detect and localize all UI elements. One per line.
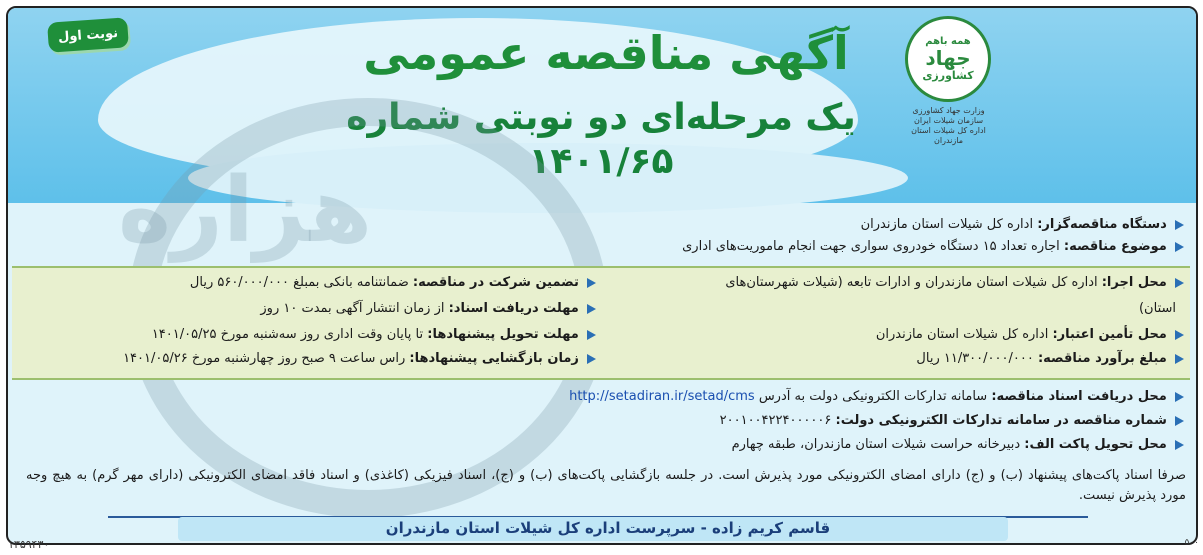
page-subtitle: یک مرحله‌ای دو نوبتی شماره ۱۴۰۱/۶۵ xyxy=(346,97,856,182)
info-label: موضوع مناقصه: xyxy=(1063,239,1167,254)
info-value: ۱۱/۳۰۰/۰۰۰/۰۰۰ ریال xyxy=(916,351,1034,366)
header-band xyxy=(8,8,1196,203)
info-value: اجاره تعداد ۱۵ دستگاه خودروی سواری جهت انجام ماموریت‌های اداری xyxy=(682,239,1060,254)
bullet-arrow-icon xyxy=(587,330,596,340)
logo-main-text: جهاد xyxy=(925,46,971,70)
bullet-arrow-icon xyxy=(587,304,596,314)
info-line xyxy=(260,300,596,318)
ad-code: ۱۳۵۹۴۳۰ xyxy=(8,538,50,551)
info-value: ۲۰۰۱۰۰۴۲۲۴۰۰۰۰۰۶ xyxy=(719,413,832,428)
bullet-arrow-icon xyxy=(1175,330,1184,340)
bullet-arrow-icon xyxy=(587,354,596,364)
announcement-frame xyxy=(6,6,1198,545)
info-label: محل تحویل پاکت الف: xyxy=(1024,437,1167,452)
org-line-3: اداره کل شیلات استان مازندران xyxy=(911,126,986,145)
organization-name xyxy=(896,106,1001,146)
info-line xyxy=(720,412,1184,430)
jahad-logo xyxy=(905,16,991,102)
info-line xyxy=(725,274,1184,292)
info-line xyxy=(682,238,1184,256)
info-value: استان) xyxy=(1138,301,1176,316)
info-label: شماره مناقصه در سامانه تدارکات الکترونیکی دولت: xyxy=(835,413,1167,428)
info-label: دستگاه مناقصه‌گزار: xyxy=(1037,217,1167,232)
info-label: محل دریافت اسناد مناقصه: xyxy=(991,389,1167,404)
info-label: مهلت دریافت اسناد: xyxy=(448,301,579,316)
info-label: تضمین شرکت در مناقصه: xyxy=(412,275,579,290)
info-line xyxy=(732,436,1184,454)
info-line xyxy=(569,388,1184,406)
org-line-2: سازمان شیلات ایران xyxy=(913,116,984,125)
bullet-arrow-icon xyxy=(587,278,596,288)
bullet-arrow-icon xyxy=(1175,440,1184,450)
org-line-1: وزارت جهاد کشاورزی xyxy=(912,106,985,115)
page-title: آگهی مناقصه عمومی xyxy=(363,26,849,80)
bullet-arrow-icon xyxy=(1175,242,1184,252)
info-label: مهلت تحویل پیشنهادها: xyxy=(427,327,579,342)
notice-paragraph: صرفا اسناد پاکت‌های پیشنهاد (ب) و (ج) دارای امضای الکترونیکی مورد پذیرش است. در جلسه بازگشایی پاکت‌های (ب) و (ج)، اسناد فیزیکی (کاغذی) و اسناد فاقد امضای الکترونیکی (دارای مهر گرم) به هیچ وجه مورد پذیرش نیست. xyxy=(26,468,1186,503)
info-label: محل تأمین اعتبار: xyxy=(1052,327,1167,342)
info-line xyxy=(123,350,596,368)
info-line xyxy=(861,216,1184,234)
info-label: مبلغ برآورد مناقصه: xyxy=(1037,351,1167,366)
info-value: ضمانتنامه بانکی بمبلغ ۵۶۰/۰۰۰/۰۰۰ ریال xyxy=(189,275,409,290)
info-value: اداره کل شیلات استان مازندران و ادارات تابعه (شیلات شهرستان‌های xyxy=(725,275,1098,290)
ad-size: ۵۰۰ xyxy=(1184,538,1199,548)
info-line xyxy=(916,350,1184,368)
info-label: زمان بازگشایی پیشنهادها: xyxy=(409,351,579,366)
info-value: تا پایان وقت اداری روز سه‌شنبه مورخ ۱۴۰۱/۰۵/۲۵ xyxy=(151,327,424,342)
bullet-arrow-icon xyxy=(1175,416,1184,426)
info-line-continued xyxy=(1139,300,1176,318)
info-value: دبیرخانه حراست شیلات استان مازندران، طبقه چهارم xyxy=(731,437,1021,452)
bullet-arrow-icon xyxy=(1175,220,1184,230)
bullet-arrow-icon xyxy=(1175,392,1184,402)
watermark-text: هزاره xyxy=(118,158,373,263)
info-value: راس ساعت ۹ صبح روز چهارشنبه مورخ ۱۴۰۱/۰۵/۲۶ xyxy=(123,351,406,366)
logo-top-text: همه باهم xyxy=(925,36,971,47)
info-value: سامانه تدارکات الکترونیکی دولت به آدرس xyxy=(758,389,988,404)
info-value: اداره کل شیلات استان مازندران xyxy=(875,327,1049,342)
info-line xyxy=(876,326,1184,344)
info-line xyxy=(152,326,596,344)
info-line xyxy=(190,274,596,292)
bullet-arrow-icon xyxy=(1175,278,1184,288)
info-value: از زمان انتشار آگهی بمدت ۱۰ روز xyxy=(260,301,445,316)
bullet-arrow-icon xyxy=(1175,354,1184,364)
logo-bottom-text: کشاورزی xyxy=(922,69,974,82)
setad-link[interactable]: http://setadiran.ir/setad/cms xyxy=(569,389,755,404)
info-value: اداره کل شیلات استان مازندران xyxy=(860,217,1034,232)
first-round-badge: نوبت اول xyxy=(47,17,129,53)
info-label: محل اجرا: xyxy=(1101,275,1167,290)
signature-line: قاسم کریم زاده - سرپرست اداره کل شیلات استان مازندران xyxy=(385,519,831,537)
